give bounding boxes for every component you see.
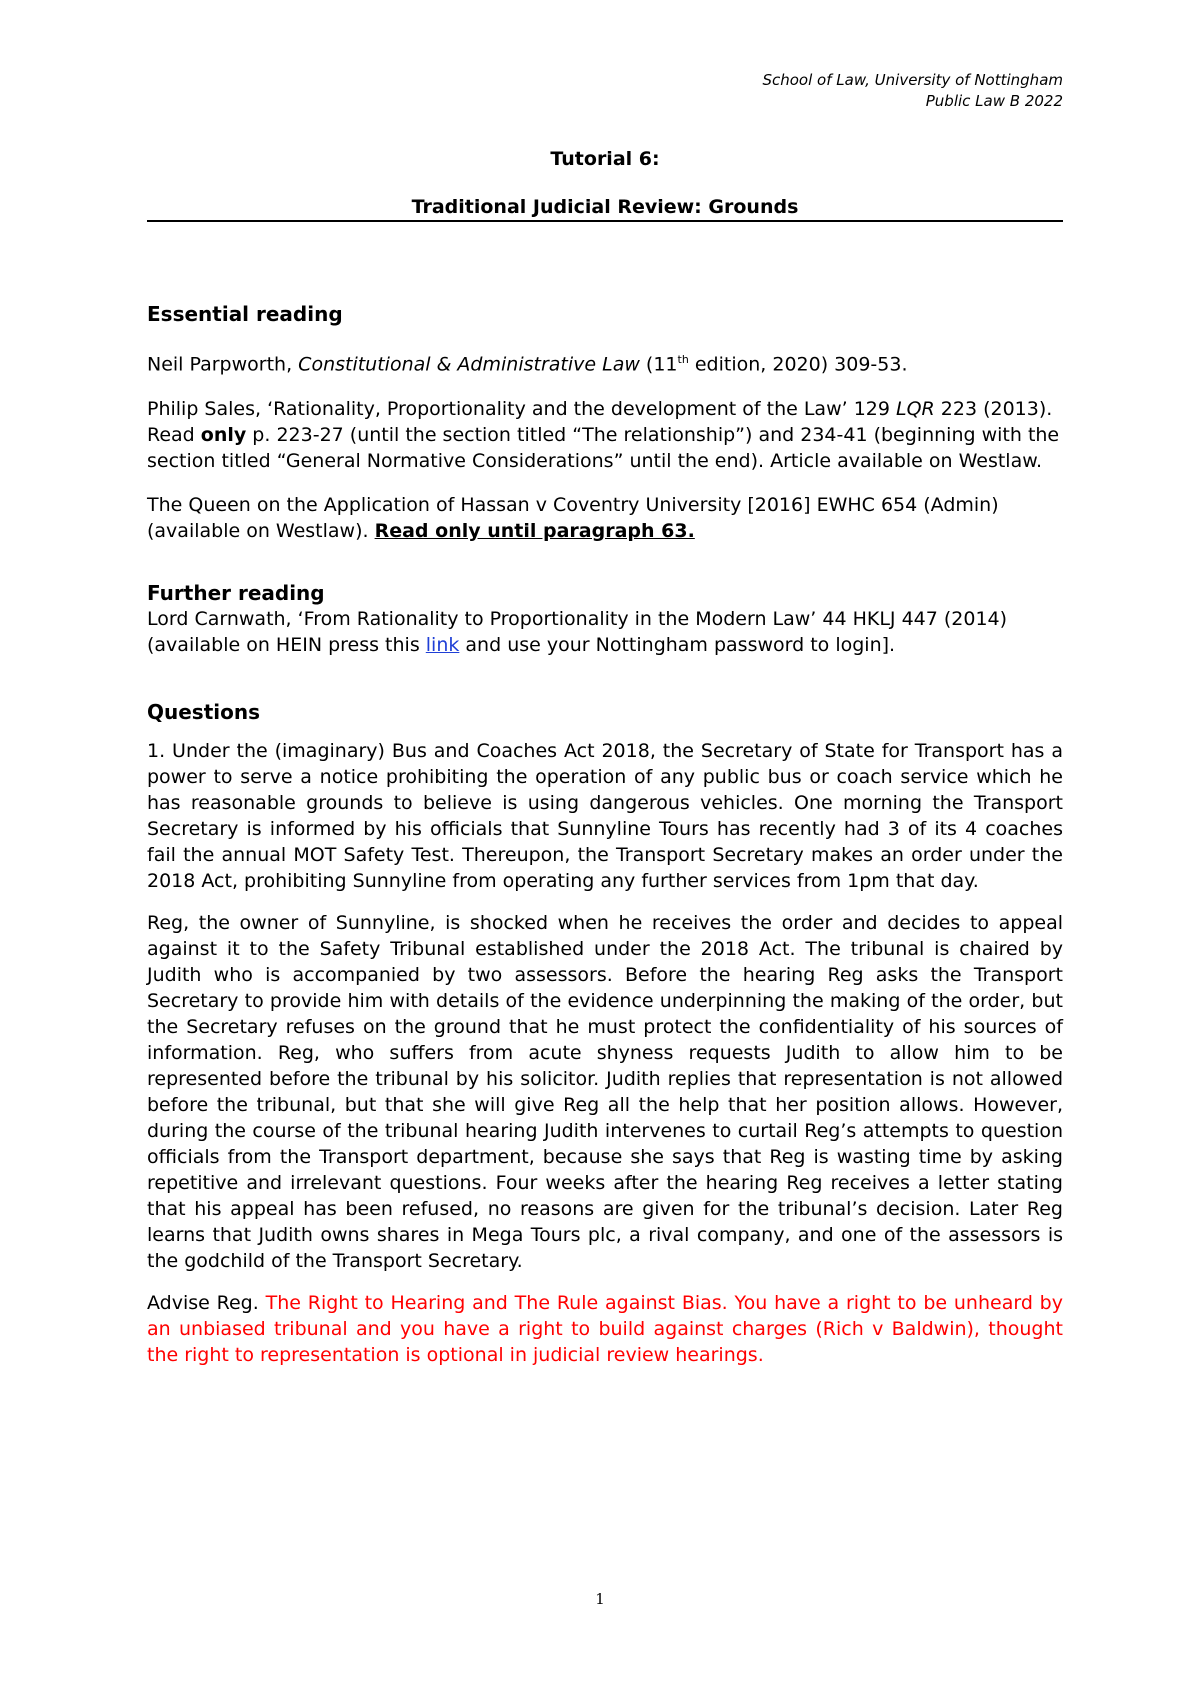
title-divider — [147, 220, 1063, 222]
essential-ref-3 — [147, 492, 1063, 544]
ref3-read-only: Read only until paragraph 63. — [374, 520, 695, 543]
ref1-author: Neil Parpworth, — [147, 353, 299, 376]
questions-heading: Questions — [147, 700, 261, 725]
ref1-edition-open: (11 — [639, 353, 678, 376]
question-1-para-1: 1. Under the (imaginary) Bus and Coaches Act 2018, the Secretary of State for Transport has a power to serve a notice prohibiting the operation of any public bus or coach service which he has reasonable grounds to believe is using dangerous vehicles. One morning the Transport Secretary is informed by his officials that Sunnyline Tours has recently had 3 of its 4 coaches fail the annual MOT Safety Test. Thereupon, the Transport Secretary makes an order under the 2018 Act, prohibiting Sunnyline from operating any further services from 1pm that day. — [147, 740, 1063, 893]
question-1-para-2: Reg, the owner of Sunnyline, is shocked when he receives the order and decides to appeal against it to the Safety Tribunal established under the 2018 Act. The tribunal is chaired by Judith who is accompanied by two assessors. Before the hearing Reg asks the Transport Secretary to provide him with details of the evidence underpinning the making of the order, but the Secretary refuses on the ground that he must protect the confidentiality of his sources of information. Reg, who suffers from acute shyness requests Judith to allow him to be represented before the tribunal by his solicitor. Judith replies that representation is not allowed before the tribunal, but that she will give Reg all the help that her position allows. However, during the course of the tribunal hearing Judith intervenes to curtail Reg’s attempts to question officials from the Transport department, because she says that Reg is wasting time by asking repetitive and irrelevant questions. Four weeks after the hearing Reg receives a letter stating that his appeal has been refused, no reasons are given for the tribunal’s decision. Later Reg learns that Judith owns shares in Mega Tours plc, a rival company, and one of the assessors is the godchild of the Transport Secretary. — [147, 912, 1063, 1273]
student-answer: The Right to Hearing and The Rule against Bias. You have a right to be unheard by an unbiased tribunal and you have a right to build against charges (Rich v Baldwin), thought the right to representation is optional in judicial review hearings. — [147, 1292, 1063, 1367]
question-1-advise — [147, 1290, 1063, 1368]
advise-label: Advise Reg. — [147, 1292, 266, 1315]
ref1-book-title: Constitutional & Administrative Law — [298, 353, 640, 376]
further-part1: Lord Carnwath, ‘From Rationality to Proportionality in the Modern Law’ 44 HKLJ 447 (2014) (available on HEIN press this — [147, 608, 1008, 657]
ref2-only: only — [200, 424, 247, 447]
ref3-part1: The Queen on the Application of Hassan v Coventry University [2016] EWHC 654 (Admin) (available on Westlaw). — [147, 494, 999, 543]
page-number: 1 — [595, 1590, 605, 1608]
tutorial-title: Traditional Judicial Review: Grounds — [411, 196, 799, 218]
tutorial-number: Tutorial 6: — [550, 148, 660, 170]
further-reading-heading: Further reading — [147, 581, 325, 606]
essential-reading-heading: Essential reading — [147, 302, 343, 326]
ref1-rest: edition, 2020) 309-53. — [688, 353, 908, 376]
essential-ref-1 — [147, 346, 1063, 378]
hein-link[interactable]: link — [425, 634, 460, 657]
further-part2: and use your Nottingham password to login]. — [459, 634, 896, 657]
ref2-part3: p. 223-27 (until the section titled “The relationship”) and 234-41 (beginning with the section titled “General Normative Considerations” until the end). Article available on Westlaw. — [147, 424, 1060, 473]
document-body — [147, 300, 1063, 1368]
essential-ref-2 — [147, 396, 1063, 474]
header-course: Public Law B 2022 — [925, 92, 1063, 110]
ref2-part2: 223 (2013). Read — [147, 398, 1053, 447]
ref1-edition-sup: th — [677, 353, 689, 366]
header-institution: School of Law, University of Nottingham — [762, 71, 1063, 89]
ref2-journal: LQR — [896, 398, 935, 421]
page-header — [762, 70, 1063, 112]
further-ref — [147, 606, 1063, 658]
ref2-part1: Philip Sales, ‘Rationality, Proportionality and the development of the Law’ 129 — [147, 398, 896, 421]
